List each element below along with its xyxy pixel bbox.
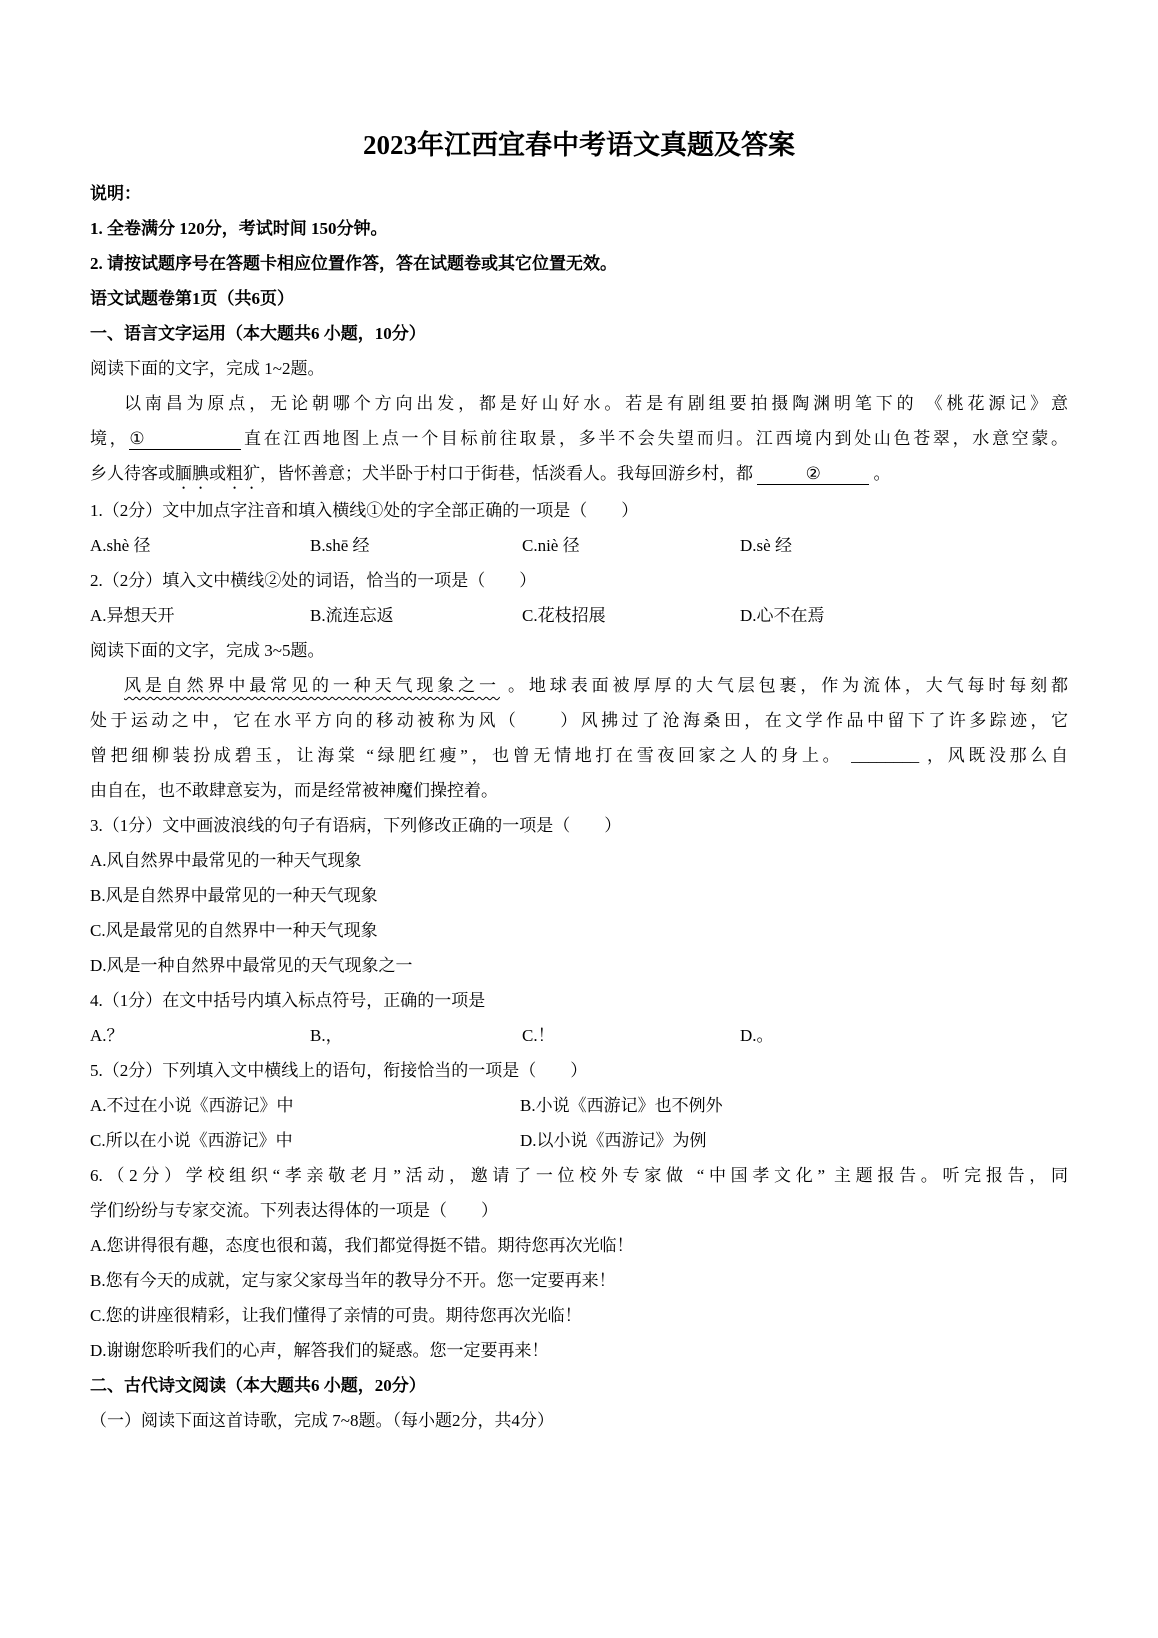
- section1-heading: 一、语言文字运用（本大题共6 小题，10分）: [90, 324, 426, 343]
- q2-option-d: D.心不在焉: [740, 606, 825, 625]
- passage1-line2-post: 直在江西地图上点一个目标前往取景，多半不会失望而归。江西境内到处山色苍翠，水意空蒙。: [241, 429, 1069, 448]
- question-5-stem: 5.（2分）下列填入文中横线上的语句，衔接恰当的一项是（ ）: [90, 1061, 588, 1080]
- passage2-intro: 阅读下面的文字，完成 3~5题。: [90, 641, 325, 660]
- passage1-line3-seg1: 乡人待客或: [90, 464, 175, 483]
- q3-option-d: D.风是一种自然界中最常见的天气现象之一: [90, 956, 413, 975]
- q5-option-d: D.以小说《西游记》为例: [520, 1131, 707, 1150]
- section2-sub-intro: （一）阅读下面这首诗歌，完成 7~8题。（每小题2分，共4分）: [90, 1411, 554, 1430]
- q3-option-a: A.风自然界中最常见的一种天气现象: [90, 851, 362, 870]
- q3-option-c: C.风是最常见的自然界中一种天气现象: [90, 921, 378, 940]
- passage2-line1: [90, 668, 1068, 703]
- notes-item-1: 1. 全卷满分 120分，考试时间 150分钟。: [90, 219, 388, 238]
- q2-option-a: A.异想天开: [90, 606, 175, 625]
- passage1-line3-seg2: 或: [209, 464, 226, 483]
- dotted-word-1: 腼腆: [175, 464, 209, 483]
- passage2-line2: 处于运动之中，它在水平方向的移动被称为风（ ）风拂过了沧海桑田，在文学作品中留下了许多踪迹，它: [90, 711, 1068, 730]
- q1-option-d: D.sè 经: [740, 536, 792, 555]
- question-5-options-row2: [90, 1123, 1068, 1158]
- q1-option-a: A.shè 径: [90, 536, 151, 555]
- passage1-intro: 阅读下面的文字，完成 1~2题。: [90, 359, 325, 378]
- passage1-line2-pre: 境，: [90, 429, 130, 448]
- page-number-info: 语文试题卷第1页（共6页）: [90, 289, 294, 308]
- q2-option-c: C.花枝招展: [522, 606, 606, 625]
- q6-option-a: A.您讲得很有趣，态度也很和蔼，我们都觉得挺不错。期待您再次光临！: [90, 1236, 634, 1255]
- passage1-line1: 以南昌为原点，无论朝哪个方向出发，都是好山好水。若是有剧组要拍摄陶渊明笔下的 《桃花源记》意: [124, 394, 1068, 413]
- wavy-underlined-sentence: 风是自然界中最常见的一种天气现象之一: [124, 676, 500, 695]
- question-4-options: [90, 1018, 1068, 1053]
- passage2-line1-rest: 。地球表面被厚厚的大气层包裹，作为流体，大气每时每刻都: [499, 676, 1069, 695]
- dotted-word-2: 粗犷: [226, 464, 260, 483]
- page-title: 2023年江西宜春中考语文真题及答案: [363, 130, 795, 160]
- question-1-options: [90, 528, 1068, 563]
- notes-heading: 说明：: [90, 184, 141, 203]
- q3-option-b: B.风是自然界中最常见的一种天气现象: [90, 886, 378, 905]
- question-6-stem-line1: 6.（2分）学校组织“孝亲敬老月”活动，邀请了一位校外专家做 “中国孝文化” 主题报告。听完报告，同: [90, 1166, 1068, 1185]
- question-2-options: [90, 598, 1068, 633]
- q1-option-b: B.shē 经: [310, 536, 370, 555]
- section2-heading: 二、古代诗文阅读（本大题共6 小题，20分）: [90, 1376, 426, 1395]
- q5-option-b: B.小说《西游记》也不例外: [520, 1096, 723, 1115]
- question-2-stem: 2.（2分）填入文中横线②处的词语，恰当的一项是（ ）: [90, 571, 537, 590]
- q4-option-a: A.？: [90, 1026, 124, 1045]
- q2-option-b: B.流连忘返: [310, 606, 394, 625]
- passage2-line3: 曾把细柳装扮成碧玉，让海棠 “绿肥红瘦”，也曾无情地打在雪夜回家之人的身上。 ________ ，风既没那么自: [90, 746, 1068, 765]
- fill-blank-1: ①: [129, 428, 241, 450]
- question-5-options-row1: [90, 1088, 1068, 1123]
- passage1-line3-seg3: ，皆怀善意；犬半卧于村口于街巷，恬淡看人。我每回游乡村，都: [260, 464, 758, 483]
- fill-blank-2: ②: [757, 463, 869, 485]
- question-4-stem: 4.（1分）在文中括号内填入标点符号，正确的一项是: [90, 991, 486, 1010]
- q5-option-a: A.不过在小说《西游记》中: [90, 1096, 294, 1115]
- question-3-stem: 3.（1分）文中画波浪线的句子有语病，下列修改正确的一项是（ ）: [90, 816, 622, 835]
- q4-option-c: C.！: [522, 1026, 555, 1045]
- q6-option-c: C.您的讲座很精彩，让我们懂得了亲情的可贵。期待您再次光临！: [90, 1306, 582, 1325]
- passage1-line3: [90, 456, 1068, 493]
- notes-item-2: 2. 请按试题序号在答题卡相应位置作答，答在试题卷或其它位置无效。: [90, 254, 617, 273]
- q4-option-d: D.。: [740, 1026, 774, 1045]
- passage1-line2: [90, 421, 1068, 456]
- question-1-stem: 1.（2分）文中加点字注音和填入横线①处的字全部正确的一项是（ ）: [90, 501, 639, 520]
- question-6-stem-line2: 学们纷纷与专家交流。下列表达得体的一项是（ ）: [90, 1201, 498, 1220]
- q1-option-c: C.niè 径: [522, 536, 580, 555]
- q6-option-b: B.您有今天的成就，定与家父家母当年的教导分不开。您一定要再来！: [90, 1271, 616, 1290]
- q4-option-b: B.，: [310, 1026, 343, 1045]
- passage2-line4: 由自在，也不敢肆意妄为，而是经常被神魔们操控着。: [90, 781, 498, 800]
- q5-option-c: C.所以在小说《西游记》中: [90, 1131, 293, 1150]
- q6-option-d: D.谢谢您聆听我们的心声，解答我们的疑惑。您一定要再来！: [90, 1341, 549, 1360]
- passage1-line3-end: 。: [869, 464, 891, 483]
